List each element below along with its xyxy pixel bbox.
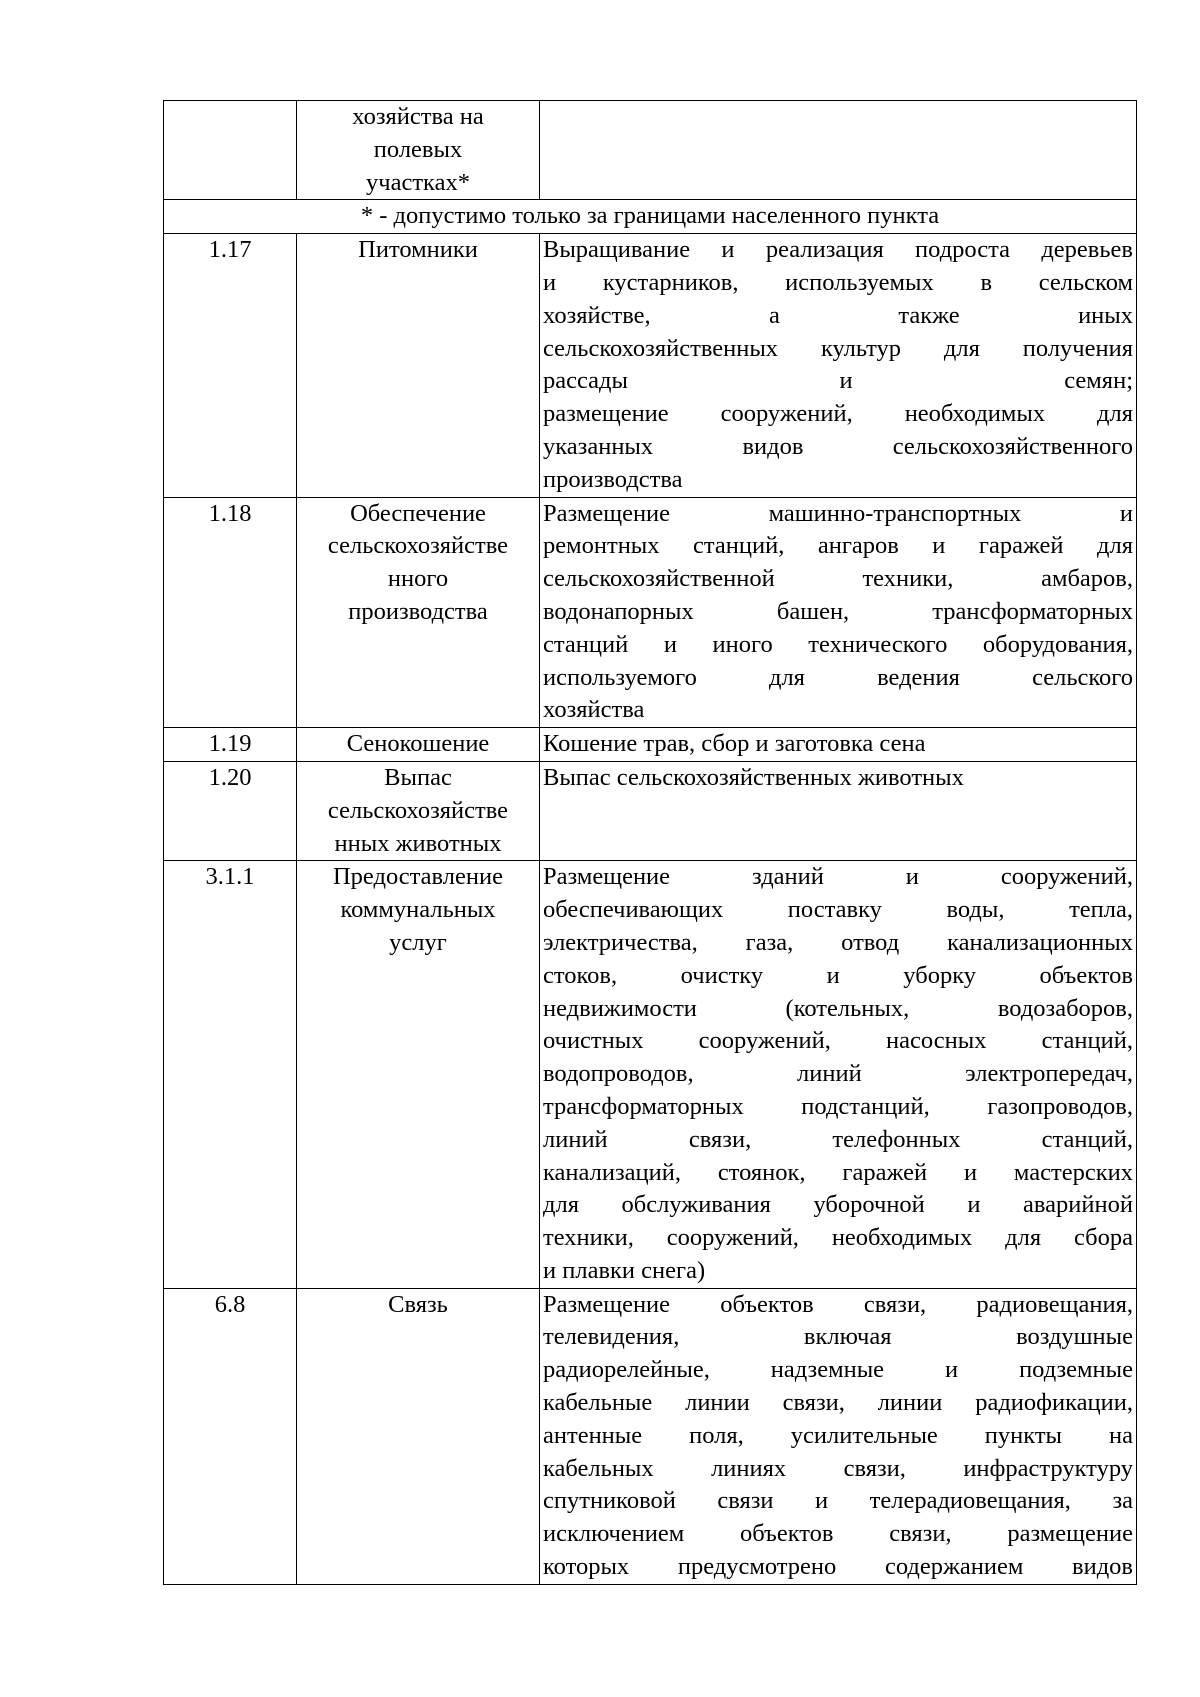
description-line: водопроводов, линий электропередач, (543, 1060, 1133, 1088)
name-line: нных животных (334, 829, 502, 857)
name-line: Сенокошение (346, 730, 490, 758)
code-cell: 3.1.1 (164, 861, 297, 1288)
name-cell (297, 101, 540, 200)
description-line: трансформаторных подстанций, газопроводов, (543, 1092, 1133, 1120)
table-row (164, 861, 1137, 1288)
description-line: канализаций, стоянок, гаражей и мастерских (543, 1158, 1133, 1186)
description-line: линий связи, телефонных станций, (543, 1125, 1133, 1153)
description-line: хозяйства (543, 696, 645, 724)
description-line: для обслуживания уборочной и аварийной (543, 1191, 1133, 1219)
name-cell (297, 234, 540, 497)
description-line: Размещение машинно-транспортных и (543, 499, 1133, 527)
name-cell (297, 761, 540, 860)
description-cell (540, 761, 1137, 860)
name-cell (297, 1288, 540, 1584)
name-line: Связь (388, 1290, 448, 1318)
description-line: используемого для ведения сельского (543, 663, 1133, 691)
description-line: недвижимости (котельных, водозаборов, (543, 994, 1133, 1022)
code-cell: 1.20 (164, 761, 297, 860)
footnote-cell: * - допустимо только за границами населенного пункта (164, 200, 1137, 234)
code-cell: 1.17 (164, 234, 297, 497)
description-line: телевидения, включая воздушные (543, 1323, 1133, 1351)
description-line: сельскохозяйственной техники, амбаров, (543, 565, 1133, 593)
code-cell (164, 101, 297, 200)
name-cell (297, 728, 540, 762)
description-line: производства (543, 465, 683, 493)
name-line: полевых (373, 135, 463, 163)
description-line: кабельные линии связи, линии радиофикации, (543, 1389, 1133, 1417)
description-line: спутниковой связи и телерадиовещания, за (543, 1487, 1133, 1515)
description-line: стоков, очистку и уборку объектов (543, 961, 1133, 989)
name-line: сельскохозяйстве (327, 532, 509, 560)
name-cell (297, 861, 540, 1288)
description-line: сельскохозяйственных культур для получения (543, 334, 1133, 362)
name-line: производства (348, 597, 488, 625)
name-line: Питомники (358, 236, 478, 264)
description-line: антенные поля, усилительные пункты на (543, 1421, 1133, 1449)
description-cell (540, 1288, 1137, 1584)
name-line: Обеспечение (350, 499, 486, 527)
code-cell: 1.18 (164, 497, 297, 728)
name-line: сельскохозяйстве (327, 796, 509, 824)
description-line: Кошение трав, сбор и заготовка сена (543, 730, 926, 758)
description-line: ремонтных станций, ангаров и гаражей для (543, 532, 1133, 560)
description-line: которых предусмотрено содержанием видов (543, 1553, 1133, 1581)
name-line: нного (387, 565, 449, 593)
description-line: и кустарников, используемых в сельском (543, 268, 1133, 296)
table-row-footnote (164, 200, 1137, 234)
description-line: кабельных линиях связи, инфраструктуру (543, 1454, 1133, 1482)
table-row (164, 1288, 1137, 1584)
description-cell (540, 861, 1137, 1288)
description-line: рассады и семян; (543, 367, 1133, 395)
table-row (164, 728, 1137, 762)
table-row (164, 761, 1137, 860)
description-line: Размещение объектов связи, радиовещания, (543, 1290, 1133, 1318)
description-line: водонапорных башен, трансформаторных (543, 597, 1133, 625)
description-line: Выращивание и реализация подроста деревьев (543, 236, 1133, 264)
name-cell (297, 497, 540, 728)
name-line: Выпас (384, 763, 452, 791)
description-line: обеспечивающих поставку воды, тепла, (543, 896, 1133, 924)
table-row (164, 497, 1137, 728)
name-line: участках* (366, 168, 470, 196)
description-cell (540, 728, 1137, 762)
description-line: и плавки снега) (543, 1256, 706, 1284)
description-line: радиорелейные, надземные и подземные (543, 1356, 1133, 1384)
description-line: Размещение зданий и сооружений, (543, 863, 1133, 891)
description-line: хозяйстве, а также иных (543, 301, 1133, 329)
description-cell (540, 234, 1137, 497)
name-line: хозяйства на (352, 103, 484, 130)
description-line: станций и иного технического оборудования, (543, 630, 1133, 658)
description-cell (540, 497, 1137, 728)
description-cell (540, 101, 1137, 200)
code-cell: 6.8 (164, 1288, 297, 1584)
code-cell: 1.19 (164, 728, 297, 762)
table-row-continuation (164, 101, 1137, 200)
description-line: электричества, газа, отвод канализационных (543, 928, 1133, 956)
description-line: очистных сооружений, насосных станций, (543, 1027, 1133, 1055)
table-row (164, 234, 1137, 497)
name-line: коммунальных (340, 896, 496, 924)
name-line: услуг (389, 928, 447, 956)
description-line: Выпас сельскохозяйственных животных (543, 763, 964, 791)
name-line: Предоставление (332, 863, 504, 891)
description-line: техники, сооружений, необходимых для сбора (543, 1224, 1133, 1252)
description-line: размещение сооружений, необходимых для (543, 400, 1133, 428)
land-use-table (163, 100, 1137, 1585)
table-body (164, 101, 1137, 1585)
description-line: исключением объектов связи, размещение (543, 1520, 1133, 1548)
description-line: указанных видов сельскохозяйственного (543, 432, 1133, 460)
